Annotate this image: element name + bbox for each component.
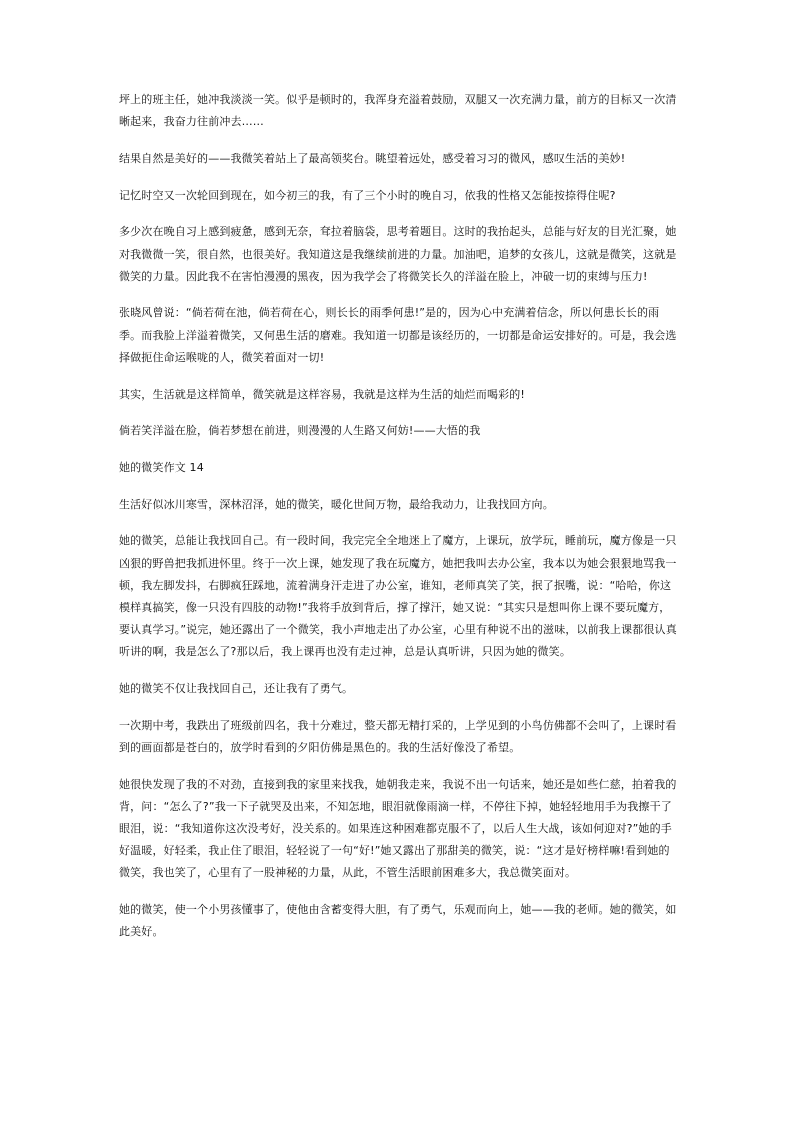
paragraph: 她的微笑不仅让我找回自己，还让我有了勇气。 [119,682,354,696]
paragraph: 多少次在晚自习上感到疲惫，感到无奈，耷拉着脑袋，思考着题目。这时的我抬起头，总能与好友的目光汇聚，她对我微微一笑，很自然，也很美好。我知道这是我继续前进的力量。加油吧，追梦的女孩儿，这就是微笑，这就是微笑的力量。因此我不在害怕漫漫的黑夜，因为我学会了将微笑长久的洋溢在脸上，冲破一切的束缚与压力! [119,225,677,283]
paragraph: 其实，生活就是这样简单，微笑就是这样容易，我就是这样为生活的灿烂而喝彩的! [119,387,525,401]
paragraph: 她的微笑，总能让我找回自己。有一段时间，我完完全全地迷上了魔方，上课玩，放学玩，睡前玩，魔方像是一只凶狠的野兽把我抓进怀里。终于一次上课，她发现了我在玩魔方，她把我叫去办公室，我本以为她会狠狠地骂我一顿，我左脚发抖，右脚疯狂踩地，流着满身汗走进了办公室，谁知，老师真笑了笑，抿了抿嘴，说：“哈哈，你这模样真搞笑，像一只没有四肢的动物!”我将手放到背后，撑了撑汗，她又说：“其实只是想叫你上课不要玩魔方，要认真学习。”说完，她还露出了一个微笑，我小声地走出了办公室，心里有种说不出的滋味，以前我上课都很认真听讲的啊，我是怎么了?那以后，我上课再也没有走过神，总是认真听讲，只因为她的微笑。 [119,534,677,659]
paragraph: 她的微笑，使一个小男孩懂事了，使他由含蓄变得大胆，有了勇气，乐观而向上，她——我的老师。她的微笑，如此美好。 [119,903,677,939]
paragraph: 坪上的班主任，她冲我淡淡一笑。似乎是顿时的，我浑身充溢着鼓励，双腿又一次充满力量，前方的目标又一次清晰起来，我奋力往前冲去…… [119,93,677,129]
document-page [119,89,679,958]
paragraph: 结果自然是美好的——我微笑着站上了最高领奖台。眺望着远处，感受着习习的微风，感叹生活的美妙! [119,151,626,165]
paragraph: 张晓风曾说：“倘若荷在池，倘若荷在心，则长长的雨季何患!”是的，因为心中充满着信念，所以何患长长的雨季。而我脸上洋溢着微笑，又何患生活的磨难。我知道一切都是该经历的，一切都是命运安排好的。可是，我会选择做扼住命运喉咙的人，微笑着面对一切! [119,306,677,364]
section-heading: 她的微笑作文 14 [119,460,204,474]
paragraph: 倘若笑洋溢在脸，倘若梦想在前进，则漫漫的人生路又何妨!——大悟的我 [119,424,481,438]
paragraph: 她很快发现了我的不对劲，直接到我的家里来找我，她朝我走来，我说不出一句话来，她还是如些仁慈，拍着我的背，问：“怎么了?”我一下子就哭及出来，不知怎地，眼泪就像雨滴一样，不停往下掉，她轻轻地用手为我擦干了眼泪，说：“我知道你这次没考好，没关系的。如果连这种困难都克服不了，以后人生大战，该如何迎对?”她的手好温暖，好轻柔，我止住了眼泪，轻轻说了一句“好!”她又露出了那甜美的微笑，说：“这才是好榜样嘛!看到她的微笑，我也笑了，心里有了一股神秘的力量，从此，不管生活眼前困难多大，我总微笑面对。 [119,777,677,880]
paragraph: 一次期中考，我跌出了班级前四名，我十分难过，整天都无精打采的，上学见到的小鸟仿佛都不会叫了，上课时看到的画面都是苍白的，放学时看到的夕阳仿佛是黑色的。我的生活好像没了希望。 [119,718,677,754]
paragraph: 生活好似冰川寒雪，深林沼泽，她的微笑，暖化世间万物，最给我动力，让我找回方向。 [119,497,554,511]
paragraph: 记忆时空又一次轮回到现在，如今初三的我，有了三个小时的晚自习，依我的性格又怎能按捺得住呢? [119,188,616,202]
